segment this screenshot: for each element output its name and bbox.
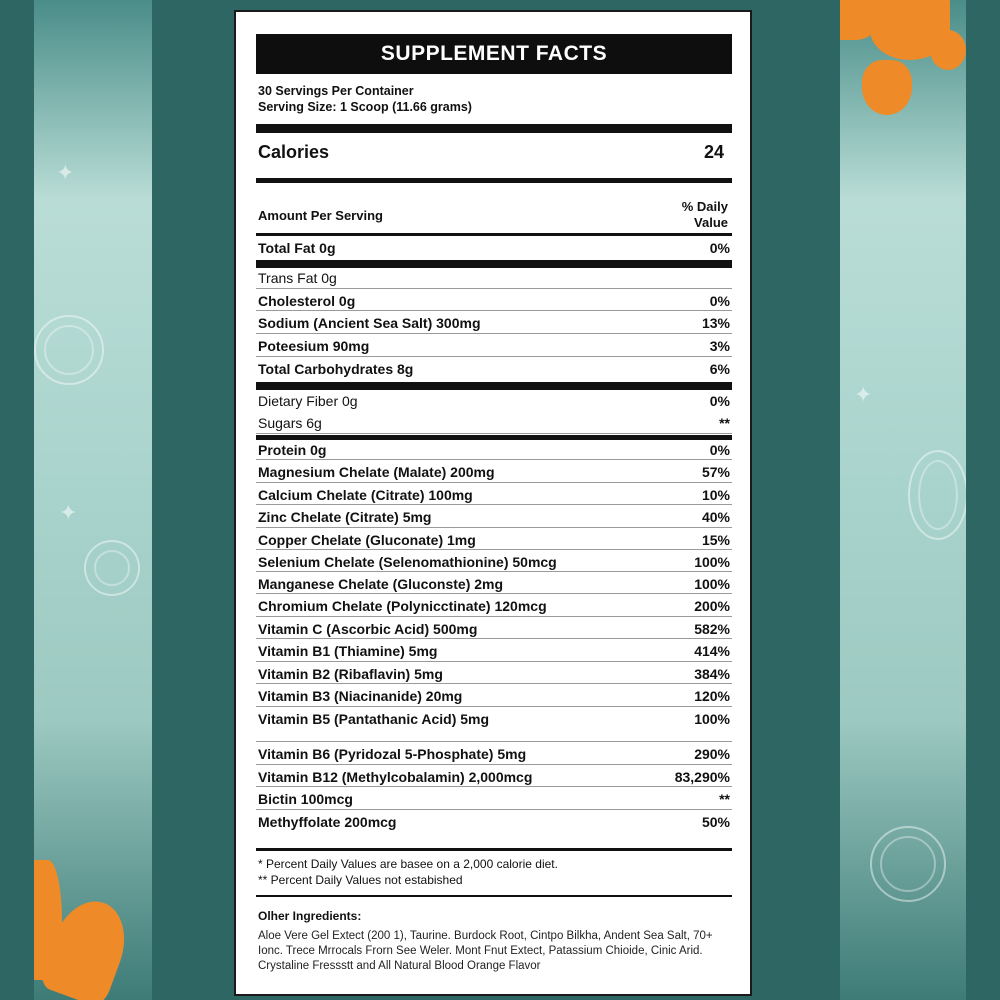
nutrient-daily-value: 13% xyxy=(701,315,730,331)
nutrient-daily-value: 50% xyxy=(701,814,730,830)
nutrient-row xyxy=(256,788,732,810)
nutrient-row xyxy=(256,461,732,483)
calories-value: 24 xyxy=(703,142,724,162)
footnote-not-established: ** Percent Daily Values not estabished xyxy=(258,873,463,887)
row-divider xyxy=(256,504,732,505)
nutrient-name: Vitamin B2 (Ribaflavin) 5mg xyxy=(258,666,443,682)
sparkle-icon: ✦ xyxy=(59,500,78,525)
nutrient-daily-value: 6% xyxy=(709,361,730,377)
nutrient-daily-value: 83,290% xyxy=(674,769,730,785)
row-divider xyxy=(256,616,732,617)
row-divider xyxy=(256,593,732,594)
nutrient-row xyxy=(256,506,732,528)
nutrient-daily-value: ** xyxy=(719,415,730,431)
other-ingredients-text: Aloe Vere Gel Extect (200 1), Taurine. Burdock Root, Cintpo Bilkha, Andent Sea Salt, 70+ Ionc. Trece Mrrocals Frorn See Weler. Mont Fnut Extect, Patassium Chioide, Cinic Arid. Crystaline Fressstt and All Natural Blood Orange Flavor xyxy=(258,930,713,972)
nutrient-row xyxy=(256,640,732,662)
row-divider xyxy=(256,482,732,483)
nutrient-daily-value: 582% xyxy=(694,621,730,637)
thick-divider xyxy=(256,382,732,390)
row-divider xyxy=(256,683,732,684)
nutrient-row xyxy=(256,529,732,551)
sparkle-icon: ✦ xyxy=(56,160,75,185)
thick-divider xyxy=(256,178,732,183)
citrus-slice-icon xyxy=(908,450,966,540)
citrus-slice-icon xyxy=(34,315,104,385)
thick-divider xyxy=(256,260,732,268)
divider xyxy=(256,895,732,897)
nutrient-row xyxy=(256,312,732,334)
nutrient-daily-value: 384% xyxy=(694,666,730,682)
nutrient-name: Vitamin B1 (Thiamine) 5mg xyxy=(258,643,438,659)
divider xyxy=(256,233,732,236)
nutrient-name: Zinc Chelate (Citrate) 5mg xyxy=(258,509,432,525)
nutrient-name: Calcium Chelate (Citrate) 100mg xyxy=(258,487,473,503)
nutrient-name: Vitamin B3 (Niacinanide) 20mg xyxy=(258,688,463,704)
row-divider xyxy=(256,661,732,662)
nutrient-row xyxy=(256,595,732,617)
left-decorative-panel xyxy=(34,0,152,1000)
serving-size: Serving Size: 1 Scoop (11.66 grams) xyxy=(258,100,472,114)
row-divider xyxy=(256,310,732,311)
nutrient-name: Vitamin B5 (Pantathanic Acid) 5mg xyxy=(258,711,490,727)
nutrient-daily-value: 0% xyxy=(709,393,730,409)
nutrient-name: Trans Fat 0g xyxy=(258,270,337,286)
nutrient-daily-value: 200% xyxy=(694,598,730,614)
nutrient-row xyxy=(256,439,732,461)
nutrient-row xyxy=(256,390,732,412)
row-divider xyxy=(256,549,732,550)
nutrient-daily-value: 100% xyxy=(694,711,730,727)
supplement-facts-label xyxy=(234,10,752,996)
calories-label: Calories xyxy=(258,142,330,162)
nutrient-daily-value: 0% xyxy=(709,442,730,458)
row-divider xyxy=(256,571,732,572)
nutrient-row xyxy=(256,551,732,573)
nutrient-name: Total Fat 0g xyxy=(258,240,336,256)
label-title: SUPPLEMENT FACTS xyxy=(256,34,732,74)
nutrient-daily-value: 120% xyxy=(694,688,730,704)
row-divider xyxy=(256,433,732,434)
nutrient-row xyxy=(256,573,732,595)
citrus-slice-icon xyxy=(84,540,140,596)
nutrient-daily-value: 10% xyxy=(701,487,730,503)
row-divider xyxy=(256,356,732,357)
row-divider xyxy=(256,288,732,289)
thick-divider xyxy=(256,124,732,133)
nutrient-name: Poteesium 90mg xyxy=(258,338,370,354)
nutrient-row xyxy=(256,708,732,730)
orange-leaf-shape xyxy=(862,60,912,115)
nutrient-name: Protein 0g xyxy=(258,442,327,458)
nutrient-row xyxy=(256,685,732,707)
nutrient-daily-value: ** xyxy=(719,791,730,807)
row-divider xyxy=(256,764,732,765)
nutrient-name: Dietary Fiber 0g xyxy=(258,393,358,409)
nutrient-row xyxy=(256,743,732,765)
nutrient-name: Vitamin B12 (Methylcobalamin) 2,000mcg xyxy=(258,769,533,785)
nutrient-name: Chromium Chelate (Polynicctinate) 120mcg xyxy=(258,598,547,614)
nutrient-row xyxy=(256,484,732,506)
nutrient-row xyxy=(256,335,732,357)
nutrient-name: Manganese Chelate (Gluconste) 2mg xyxy=(258,576,504,592)
nutrient-daily-value: 100% xyxy=(694,554,730,570)
nutrient-daily-value: 0% xyxy=(709,293,730,309)
sparkle-icon: ✦ xyxy=(854,382,873,407)
thick-divider xyxy=(256,435,732,440)
row-divider xyxy=(256,638,732,639)
nutrient-name: Cholesterol 0g xyxy=(258,293,356,309)
nutrient-daily-value: 100% xyxy=(694,576,730,592)
right-decorative-panel xyxy=(840,0,966,1000)
row-divider xyxy=(256,741,732,742)
footnote-daily-values: * Percent Daily Values are basee on a 2,000 calorie diet. xyxy=(258,857,558,871)
row-divider xyxy=(256,706,732,707)
orange-leaf-shape xyxy=(930,30,966,70)
other-ingredients-title: Olher Ingredients: xyxy=(258,909,362,923)
amount-per-serving-header: Amount Per Serving xyxy=(258,208,383,223)
row-divider xyxy=(256,333,732,334)
row-divider xyxy=(256,459,732,460)
nutrient-row xyxy=(256,267,732,289)
nutrient-row xyxy=(256,412,732,434)
nutrient-row xyxy=(256,618,732,640)
nutrient-name: Vitamin C (Ascorbic Acid) 500mg xyxy=(258,621,478,637)
row-divider xyxy=(256,809,732,810)
nutrient-row xyxy=(256,290,732,312)
nutrient-daily-value: 3% xyxy=(709,338,730,354)
nutrient-daily-value: 57% xyxy=(701,464,730,480)
nutrient-row xyxy=(256,766,732,788)
nutrient-row xyxy=(256,811,732,833)
nutrient-name: Methyffolate 200mcg xyxy=(258,814,397,830)
row-divider xyxy=(256,786,732,787)
servings-per-container: 30 Servings Per Container xyxy=(258,84,414,98)
nutrient-name: Magnesium Chelate (Malate) 200mg xyxy=(258,464,495,480)
nutrient-name: Vitamin B6 (Pyridozal 5-Phosphate) 5mg xyxy=(258,746,527,762)
citrus-slice-icon xyxy=(870,826,946,902)
nutrient-daily-value: 15% xyxy=(701,532,730,548)
nutrient-name: Sugars 6g xyxy=(258,415,322,431)
nutrient-name: Selenium Chelate (Selenomathionine) 50mcg xyxy=(258,554,557,570)
nutrient-daily-value: 0% xyxy=(709,240,730,256)
nutrient-daily-value: 414% xyxy=(694,643,730,659)
nutrient-name: Bictin 100mcg xyxy=(258,791,353,807)
nutrient-daily-value: 290% xyxy=(694,746,730,762)
row-divider xyxy=(256,527,732,528)
nutrient-name: Sodium (Ancient Sea Salt) 300mg xyxy=(258,315,481,331)
nutrient-row xyxy=(256,237,732,259)
nutrient-row xyxy=(256,358,732,380)
nutrient-name: Total Carbohydrates 8g xyxy=(258,361,414,377)
nutrient-row xyxy=(256,663,732,685)
nutrient-name: Copper Chelate (Gluconate) 1mg xyxy=(258,532,476,548)
thick-divider xyxy=(256,848,732,851)
daily-value-header: % Daily Value xyxy=(681,199,728,230)
nutrient-daily-value: 40% xyxy=(701,509,730,525)
